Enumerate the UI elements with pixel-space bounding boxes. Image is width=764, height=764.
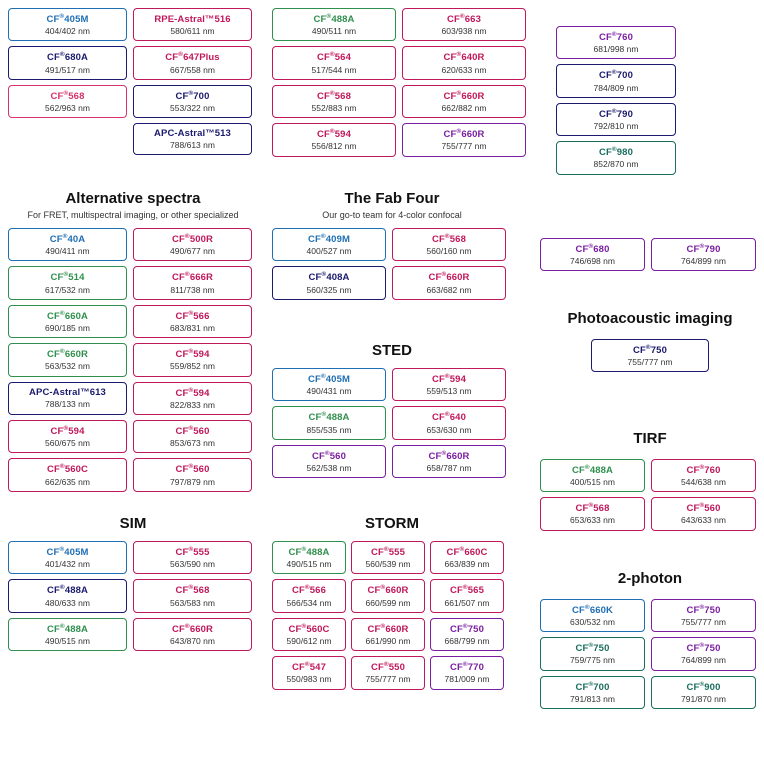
dye-chip[interactable] — [133, 85, 252, 118]
dye-chip[interactable] — [651, 599, 756, 632]
dye-chip-name: CF®700 — [599, 69, 633, 82]
group-top-left-a — [8, 8, 258, 155]
dye-chip-wavelengths: 620/633 nm — [441, 64, 487, 75]
dye-chip[interactable] — [392, 228, 506, 261]
dye-chip-wavelengths: 781/009 nm — [444, 674, 490, 685]
dye-chip[interactable] — [272, 85, 396, 118]
dye-chip[interactable] — [540, 637, 645, 670]
dye-chip-name: CF®660C — [446, 546, 488, 559]
dye-chip-name: CF®560 — [175, 424, 210, 438]
dye-chip[interactable] — [272, 228, 386, 261]
dye-chip-name: CF®568 — [575, 502, 610, 515]
dye-chip-name: CF®560 — [686, 502, 721, 515]
dye-chip-wavelengths: 630/532 nm — [570, 617, 615, 628]
dye-chip-name: CF®568 — [50, 89, 85, 102]
dye-chip-name: CF®408A — [308, 271, 350, 284]
dye-chip-wavelengths: 401/432 nm — [45, 559, 90, 570]
dye-chip[interactable] — [8, 305, 127, 338]
dye-chip-wavelengths: 490/411 nm — [45, 246, 90, 257]
dye-chip-wavelengths: 544/638 nm — [681, 477, 726, 488]
dye-chip-name: CF®40A — [49, 233, 86, 246]
dye-chip-name: CF®568 — [317, 89, 351, 102]
dye-chip[interactable] — [651, 459, 756, 492]
dye-chip[interactable] — [8, 343, 127, 376]
dye-chip-name: APC-Astral™513 — [154, 128, 231, 140]
dye-chip[interactable] — [8, 8, 127, 41]
dye-chip-name: CF®594 — [317, 128, 351, 141]
dye-chip-name: CF®405M — [308, 373, 350, 386]
dye-chip-name: CF®405M — [46, 546, 89, 559]
dye-chip-wavelengths: 563/590 nm — [170, 559, 215, 570]
dye-chip-wavelengths: 788/133 nm — [45, 399, 90, 410]
dye-chip-name: CF®555 — [371, 546, 405, 559]
dye-chip-wavelengths: 617/532 nm — [45, 284, 90, 295]
dye-chip[interactable] — [351, 656, 425, 689]
dye-chip-wavelengths: 400/527 nm — [306, 246, 352, 257]
section-photoacoustic — [540, 310, 760, 372]
group-top-right — [556, 26, 676, 175]
dye-chip-wavelengths: 791/870 nm — [681, 693, 726, 704]
dye-chip-wavelengths: 491/517 nm — [45, 64, 90, 75]
dye-chip-wavelengths: 811/738 nm — [170, 284, 215, 295]
dye-chip-name: CF®760 — [686, 463, 721, 476]
dye-chip-wavelengths: 560/160 nm — [426, 246, 472, 257]
dye-chip-wavelengths: 400/515 nm — [570, 477, 615, 488]
dye-chip-name: CF®568 — [175, 584, 210, 597]
section-title-sim: SIM — [119, 515, 147, 532]
dye-chip-wavelengths: 683/831 nm — [170, 323, 215, 334]
dye-chip[interactable] — [351, 541, 425, 574]
dye-chip-wavelengths: 792/810 nm — [593, 121, 639, 132]
dye-chip-wavelengths: 852/870 nm — [593, 159, 639, 170]
section-title-two-photon: 2-photon — [617, 570, 683, 587]
dye-chip-wavelengths: 667/558 nm — [170, 64, 215, 75]
dye-chip[interactable] — [351, 579, 425, 612]
dye-chip[interactable] — [272, 123, 396, 156]
section-storm — [272, 515, 512, 690]
dye-chip-wavelengths: 853/673 nm — [170, 438, 215, 449]
dye-chip-name: CF®660R — [443, 89, 485, 102]
dye-chip-wavelengths: 490/515 nm — [45, 636, 90, 647]
dye-chip-name: CF®640 — [432, 411, 466, 424]
dye-chip-name: CF®660R — [47, 348, 88, 361]
dye-chip[interactable] — [540, 238, 645, 271]
dye-chip[interactable] — [392, 445, 506, 478]
dye-chip-wavelengths: 562/963 nm — [45, 103, 90, 114]
dye-chip-wavelengths: 668/799 nm — [444, 636, 490, 647]
dye-chip[interactable] — [272, 541, 346, 574]
dye-chip-name: CF®663 — [447, 13, 481, 26]
dye-chip-name: CF®640R — [443, 51, 485, 64]
dye-chip-wavelengths: 480/633 nm — [45, 597, 90, 608]
dye-chip[interactable] — [402, 123, 526, 156]
dye-chip-wavelengths: 661/507 nm — [444, 597, 490, 608]
dye-chip[interactable] — [540, 599, 645, 632]
dye-chip[interactable] — [540, 676, 645, 709]
dye-chip-name: CF®488A — [313, 13, 355, 26]
dye-chip-name: CF®405M — [46, 13, 89, 26]
dye-chip-name: CF®750 — [450, 622, 484, 635]
section-subtitle-alternative-spectra: For FRET, multispectral imaging, or other specialized — [27, 210, 239, 220]
dye-chip-name: CF®409M — [308, 233, 350, 246]
dye-chip-wavelengths: 404/402 nm — [45, 26, 90, 37]
dye-chip-wavelengths: 663/839 nm — [444, 559, 490, 570]
dye-chip[interactable] — [133, 579, 252, 612]
dye-chip-wavelengths: 788/613 nm — [170, 140, 215, 151]
dye-chip[interactable] — [272, 266, 386, 299]
dye-chip-name: CF®760 — [599, 31, 633, 44]
section-title-sted: STED — [371, 342, 412, 359]
dye-chip[interactable] — [272, 406, 386, 439]
dye-chip-name: RPE-Astral™516 — [154, 13, 231, 25]
section-subtitle-fab-four: Our go-to team for 4-color confocal — [322, 210, 462, 220]
dye-chip[interactable] — [8, 618, 127, 651]
dye-chip-wavelengths: 553/322 nm — [170, 103, 215, 114]
dye-chip-wavelengths: 552/883 nm — [311, 103, 357, 114]
dye-chip-wavelengths: 681/998 nm — [593, 44, 639, 55]
dye-chip-wavelengths: 660/599 nm — [365, 597, 411, 608]
section-alternative-spectra — [8, 190, 258, 492]
section-title-fab-four: The Fab Four — [344, 190, 440, 207]
dye-chip-name: CF®488A — [572, 463, 613, 476]
section-title-tirf: TIRF — [633, 430, 667, 447]
dye-chip-name: CF®564 — [317, 51, 351, 64]
dye-chip[interactable] — [272, 618, 346, 651]
dye-chip[interactable] — [556, 103, 676, 136]
dye-chip-name: CF®488A — [308, 411, 350, 424]
dye-chip-wavelengths: 658/787 nm — [426, 463, 472, 474]
dye-chip-wavelengths: 490/511 nm — [311, 26, 357, 37]
dye-chip-name: CF®900 — [686, 680, 721, 693]
dye-chip[interactable] — [8, 382, 127, 415]
dye-chip[interactable] — [133, 305, 252, 338]
dye-chip-name: CF®660A — [47, 309, 88, 322]
dye-chip-wavelengths: 662/882 nm — [441, 103, 487, 114]
dye-chip-wavelengths: 755/777 nm — [627, 357, 673, 368]
dye-chip-name: CF®594 — [175, 386, 210, 399]
dye-chip-wavelengths: 563/583 nm — [170, 597, 215, 608]
dye-chip-wavelengths: 653/630 nm — [426, 424, 472, 435]
dye-chip-wavelengths: 822/833 nm — [170, 399, 215, 410]
dye-chip-wavelengths: 590/612 nm — [286, 636, 332, 647]
dye-chip-name: CF®680 — [575, 243, 610, 256]
dye-chip-name: CF®660R — [367, 584, 409, 597]
dye-chip-wavelengths: 556/812 nm — [311, 141, 357, 152]
dye-chip[interactable] — [8, 420, 127, 453]
dye-chip-wavelengths: 566/534 nm — [286, 597, 332, 608]
group-right-pair — [540, 238, 758, 271]
dye-chip-name: CF®566 — [292, 584, 326, 597]
dye-chip-name: CF®980 — [599, 146, 633, 159]
dye-chip-name: CF®700 — [175, 89, 210, 102]
dye-chip[interactable] — [540, 497, 645, 530]
section-title-photoacoustic: Photoacoustic imaging — [567, 310, 733, 327]
dye-chip[interactable] — [402, 85, 526, 118]
dye-chip-wavelengths: 661/990 nm — [365, 636, 411, 647]
dye-chip-name: CF®560C — [47, 463, 88, 476]
dye-chip-wavelengths: 755/777 nm — [441, 141, 487, 152]
dye-chip[interactable] — [8, 266, 127, 299]
dye-chip[interactable] — [430, 656, 504, 689]
dye-chip-wavelengths: 764/899 nm — [681, 655, 726, 666]
dye-chip[interactable] — [651, 238, 756, 271]
dye-chip-wavelengths: 490/515 nm — [286, 559, 332, 570]
dye-chip-name: CF®566 — [175, 309, 210, 322]
dye-chip-name: CF®660R — [367, 622, 409, 635]
dye-chip-name: CF®660K — [572, 603, 613, 616]
dye-chip[interactable] — [133, 8, 252, 41]
dye-chip-name: CF®750 — [686, 642, 721, 655]
dye-chip[interactable] — [8, 579, 127, 612]
dye-chip-name: CF®594 — [432, 373, 466, 386]
dye-chip-wavelengths: 662/635 nm — [45, 476, 90, 487]
dye-chip-wavelengths: 559/513 nm — [426, 386, 472, 397]
dye-chip-wavelengths: 559/852 nm — [170, 361, 215, 372]
dye-chip[interactable] — [133, 618, 252, 651]
dye-chip-wavelengths: 755/777 nm — [681, 617, 726, 628]
section-sted — [272, 342, 512, 478]
dye-chip-wavelengths: 603/938 nm — [441, 26, 487, 37]
dye-chip-wavelengths: 560/539 nm — [365, 559, 411, 570]
dye-chip[interactable] — [133, 343, 252, 376]
dye-chip[interactable] — [272, 8, 396, 41]
dye-chip[interactable] — [651, 637, 756, 670]
dye-chip[interactable] — [392, 266, 506, 299]
dye-chip-name: CF®514 — [50, 271, 85, 284]
dye-chip-wavelengths: 797/879 nm — [170, 476, 215, 487]
dye-chip-wavelengths: 490/431 nm — [306, 386, 352, 397]
dye-chip-name: CF®565 — [450, 584, 484, 597]
dye-chip-wavelengths: 755/777 nm — [365, 674, 411, 685]
dye-chip[interactable] — [133, 458, 252, 491]
dye-chip[interactable] — [8, 46, 127, 79]
dye-chip-name: CF®750 — [575, 642, 610, 655]
dye-chip[interactable] — [591, 339, 709, 372]
dye-chip-name: CF®770 — [450, 661, 484, 674]
dye-chip-name: CF®790 — [686, 243, 721, 256]
dye-chip[interactable] — [651, 497, 756, 530]
dye-chip-name: CF®666R — [172, 271, 213, 284]
dye-chip[interactable] — [133, 228, 252, 261]
dye-chip-wavelengths: 580/611 nm — [170, 25, 215, 36]
dye-chip-wavelengths: 643/870 nm — [170, 636, 215, 647]
dye-chip[interactable] — [392, 368, 506, 401]
dye-chip-name: CF®660R — [428, 449, 470, 462]
dye-chip-wavelengths: 791/813 nm — [570, 693, 615, 704]
dye-chip-wavelengths: 764/899 nm — [681, 256, 726, 267]
dye-chip-name: CF®555 — [175, 546, 210, 559]
dye-chip-wavelengths: 562/538 nm — [306, 463, 352, 474]
dye-chip-name: CF®560 — [175, 463, 210, 476]
dye-chip-name: CF®700 — [575, 680, 610, 693]
dye-chip-wavelengths: 550/983 nm — [286, 674, 332, 685]
section-tirf — [540, 430, 760, 531]
dye-chip[interactable] — [8, 541, 127, 574]
dye-chip-wavelengths: 560/675 nm — [45, 438, 90, 449]
dye-chip[interactable] — [133, 123, 252, 155]
section-two-photon — [540, 570, 760, 709]
group-top-left-b — [272, 8, 532, 157]
dye-chip[interactable] — [133, 420, 252, 453]
dye-chip[interactable] — [272, 656, 346, 689]
dye-chip-wavelengths: 560/325 nm — [306, 284, 352, 295]
dye-chip[interactable] — [540, 459, 645, 492]
dye-chip[interactable] — [651, 676, 756, 709]
dye-chip-wavelengths: 490/677 nm — [170, 246, 215, 257]
dye-chip-wavelengths: 746/698 nm — [570, 256, 615, 267]
dye-chip-name: CF®750 — [686, 603, 721, 616]
dye-chip-wavelengths: 855/535 nm — [306, 424, 352, 435]
dye-chip-wavelengths: 517/544 nm — [311, 64, 357, 75]
dye-chip[interactable] — [272, 46, 396, 79]
dye-chip-wavelengths: 563/532 nm — [45, 361, 90, 372]
dye-chip[interactable] — [351, 618, 425, 651]
dye-chip-name: CF®594 — [50, 424, 85, 438]
dye-chip-name: APC-Astral™613 — [29, 387, 106, 399]
dye-chip-name: CF®488A — [47, 622, 88, 635]
dye-chip[interactable] — [402, 46, 526, 79]
dye-chip[interactable] — [133, 46, 252, 79]
dye-chip[interactable] — [556, 26, 676, 59]
dye-chip[interactable] — [133, 541, 252, 574]
dye-chip[interactable] — [402, 8, 526, 41]
dye-chip-name: CF®547 — [292, 661, 326, 674]
dye-chip[interactable] — [272, 445, 386, 478]
dye-chip-name: CF®750 — [633, 343, 667, 356]
dye-chip-wavelengths: 784/809 nm — [593, 82, 639, 93]
dye-chip-name: CF®790 — [599, 107, 633, 120]
dye-chip-name: CF®680A — [47, 51, 88, 64]
dye-chip[interactable] — [8, 85, 127, 118]
dye-chip-wavelengths: 653/633 nm — [570, 515, 615, 526]
dye-chip-name: CF®660R — [443, 128, 485, 141]
dye-chip[interactable] — [430, 618, 504, 651]
dye-chip-name: CF®660R — [172, 622, 213, 635]
dye-chip-wavelengths: 759/775 nm — [570, 655, 615, 666]
dye-chip-wavelengths: 663/682 nm — [426, 284, 472, 295]
dye-chip[interactable] — [272, 579, 346, 612]
dye-chip-name: CF®500R — [172, 233, 213, 246]
dye-chip[interactable] — [8, 228, 127, 261]
dye-chip-wavelengths: 690/185 nm — [45, 323, 90, 334]
dye-chip[interactable] — [133, 266, 252, 299]
dye-chip-name: CF®550 — [371, 661, 405, 674]
dye-chip[interactable] — [392, 406, 506, 439]
dye-chip-name: CF®560 — [312, 449, 346, 462]
dye-chip[interactable] — [430, 541, 504, 574]
dye-chip-name: CF®660R — [428, 271, 470, 284]
dye-chip[interactable] — [430, 579, 504, 612]
chip-placeholder — [8, 123, 127, 155]
dye-chip-name: CF®594 — [175, 348, 210, 361]
dye-chip-name: CF®647Plus — [165, 51, 220, 64]
section-title-alternative-spectra: Alternative spectra — [65, 190, 201, 207]
dye-chip[interactable] — [556, 141, 676, 174]
section-sim — [8, 515, 258, 651]
dye-chip-wavelengths: 643/633 nm — [681, 515, 726, 526]
dye-chip[interactable] — [8, 458, 127, 491]
section-fab-four — [272, 190, 512, 300]
dye-chip-name: CF®488A — [288, 546, 330, 559]
dye-chip[interactable] — [272, 368, 386, 401]
dye-chip-name: CF®488A — [47, 584, 88, 597]
section-title-storm: STORM — [365, 515, 419, 532]
dye-chip-name: CF®568 — [432, 233, 466, 246]
dye-chip-name: CF®560C — [288, 622, 330, 635]
dye-chip[interactable] — [556, 64, 676, 97]
dye-chip[interactable] — [133, 382, 252, 415]
